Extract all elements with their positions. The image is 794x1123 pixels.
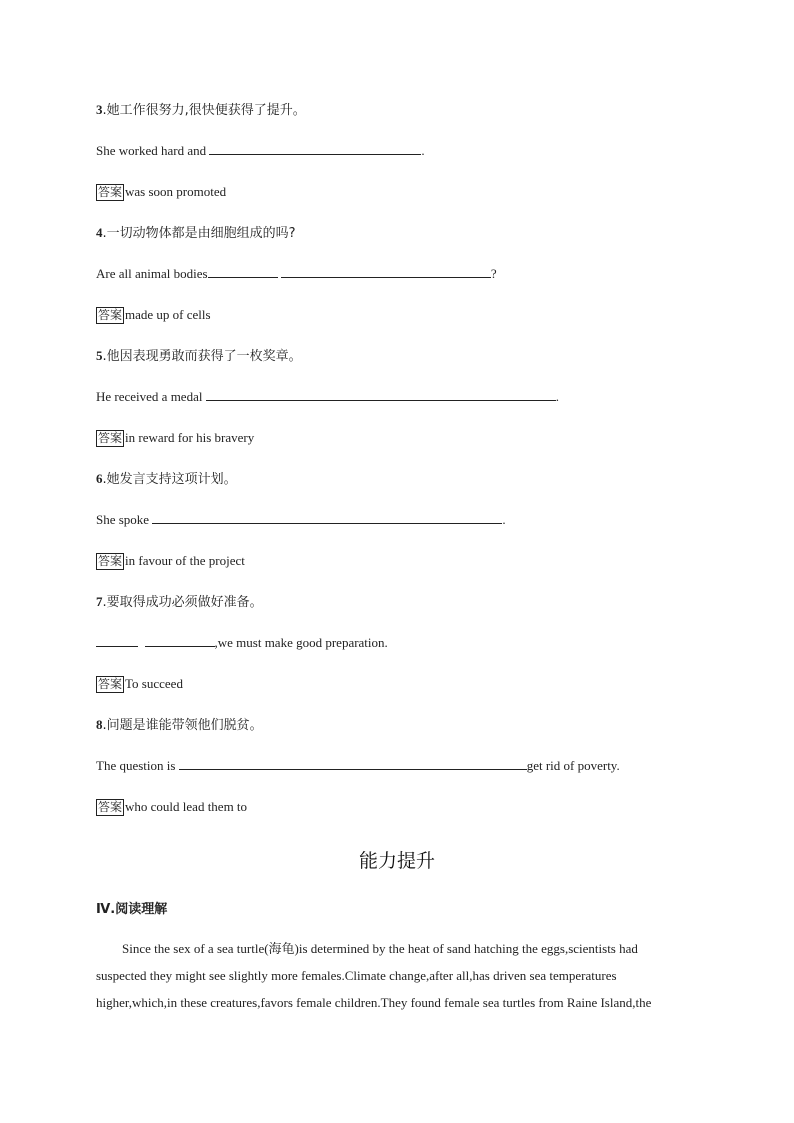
section-title: 能力提升 bbox=[358, 850, 435, 872]
question-4-answer bbox=[96, 306, 211, 324]
sentence-before: She spoke bbox=[96, 512, 153, 527]
question-3-sentence bbox=[96, 142, 425, 160]
answer-text: in favour of the project bbox=[125, 553, 245, 568]
answer-badge: 答案 bbox=[98, 431, 123, 445]
answer-badge: 答案 bbox=[98, 800, 123, 814]
question-6-prompt bbox=[96, 470, 237, 489]
answer-text: in reward for his bravery bbox=[125, 430, 255, 445]
answer-blank[interactable] bbox=[96, 634, 138, 647]
sentence-after: ,we must make good preparation. bbox=[214, 635, 388, 650]
answer-badge: 答案 bbox=[98, 185, 123, 199]
sentence-after: . bbox=[421, 143, 425, 158]
question-7-sentence bbox=[96, 634, 388, 652]
sentence-before: Are all animal bodies bbox=[96, 266, 208, 281]
question-6-answer bbox=[96, 552, 245, 570]
answer-blank[interactable] bbox=[281, 265, 491, 278]
question-number: 4 bbox=[96, 225, 103, 240]
answer-badge: 答案 bbox=[98, 677, 123, 691]
sentence-after: ? bbox=[490, 266, 497, 281]
answer-text: To succeed bbox=[125, 676, 183, 691]
sentence-after: . bbox=[502, 512, 506, 527]
sentence-before: He received a medal bbox=[96, 389, 206, 404]
answer-blank[interactable] bbox=[152, 511, 502, 524]
question-4-prompt bbox=[96, 224, 296, 243]
question-8-answer bbox=[96, 798, 247, 816]
question-number: 5 bbox=[96, 348, 103, 363]
question-prompt-text: .她发言支持这项计划。 bbox=[102, 472, 237, 487]
question-8-prompt bbox=[96, 716, 263, 735]
answer-blank[interactable] bbox=[179, 757, 527, 770]
reading-line: suspected they might see slightly more females.Climate change,after all,has driven sea temperatures bbox=[96, 968, 617, 983]
answer-text: made up of cells bbox=[125, 307, 211, 322]
question-number: 6 bbox=[96, 471, 103, 486]
answer-blank[interactable] bbox=[145, 634, 215, 647]
question-6-sentence bbox=[96, 511, 506, 529]
answer-badge: 答案 bbox=[98, 554, 123, 568]
reading-line-text: Since the sex of a sea turtle(海龟)is determined by the heat of sand hatching the eggs,scientists had bbox=[122, 941, 638, 956]
question-5-answer bbox=[96, 429, 254, 447]
sentence-before: The question is bbox=[96, 758, 179, 773]
question-4-sentence bbox=[96, 265, 497, 283]
question-7-prompt bbox=[96, 593, 263, 612]
reading-heading: Ⅳ.阅读理解 bbox=[96, 902, 168, 917]
answer-text: was soon promoted bbox=[125, 184, 227, 199]
answer-badge: 答案 bbox=[98, 308, 123, 322]
question-3-answer bbox=[96, 183, 226, 201]
question-8-sentence bbox=[96, 757, 620, 775]
question-3-prompt bbox=[96, 101, 306, 120]
question-prompt-text: .问题是谁能带领他们脱贫。 bbox=[102, 718, 263, 733]
question-number: 7 bbox=[96, 594, 103, 609]
answer-blank[interactable] bbox=[206, 388, 556, 401]
reading-paragraph bbox=[96, 935, 696, 1016]
question-number: 8 bbox=[96, 717, 103, 732]
reading-line: higher,which,in these creatures,favors female children.They found female sea turtles from Raine Island,the bbox=[96, 995, 652, 1010]
question-prompt-text: .她工作很努力,很快便获得了提升。 bbox=[102, 103, 306, 118]
question-7-answer bbox=[96, 675, 183, 693]
question-5-sentence bbox=[96, 388, 559, 406]
answer-blank[interactable] bbox=[208, 265, 278, 278]
sentence-after: . bbox=[555, 389, 559, 404]
question-number: 3 bbox=[96, 102, 103, 117]
sentence-before: She worked hard and bbox=[96, 143, 210, 158]
sentence-after: get rid of poverty. bbox=[526, 758, 620, 773]
question-prompt-text: .他因表现勇敢而获得了一枚奖章。 bbox=[102, 349, 302, 364]
reading-line bbox=[96, 935, 696, 962]
answer-blank[interactable] bbox=[209, 142, 421, 155]
question-prompt-text: .要取得成功必须做好准备。 bbox=[102, 595, 263, 610]
question-prompt-text: .一切动物体都是由细胞组成的吗? bbox=[102, 226, 296, 241]
answer-text: who could lead them to bbox=[125, 799, 248, 814]
question-5-prompt bbox=[96, 347, 302, 366]
